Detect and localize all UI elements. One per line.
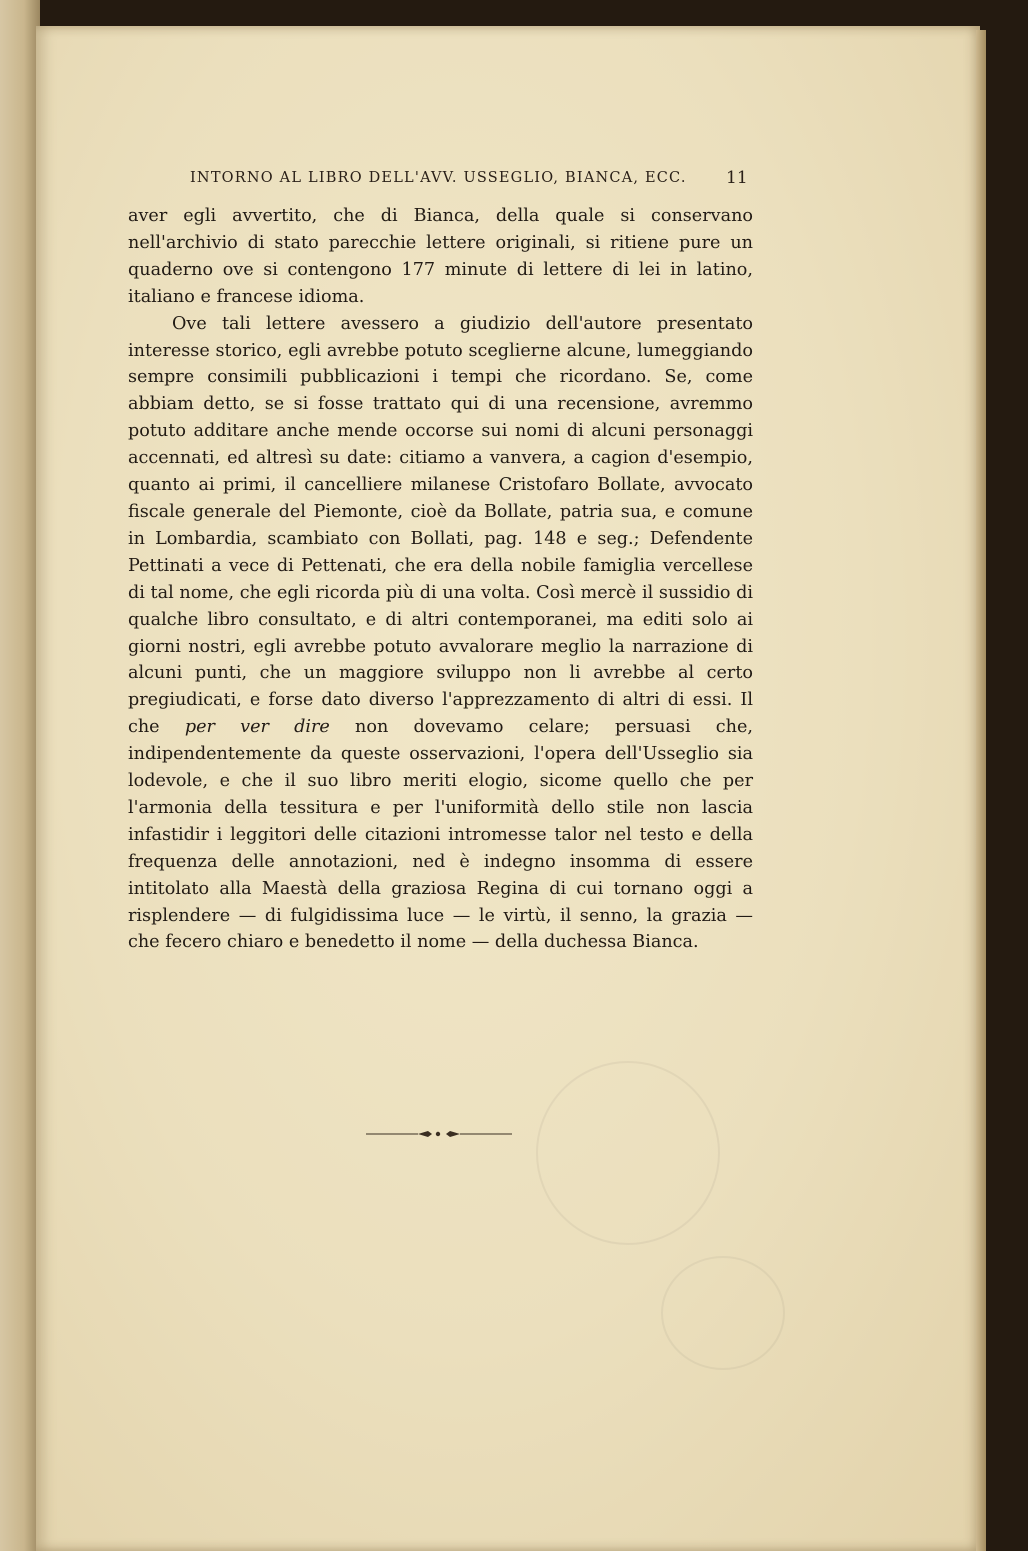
paragraph-2-part-a: Ove tali lettere avessero a giudizio dell'autore presentato interesse storico, egli avrebbe potuto sceglierne alcune, lumeggiando sempre consimili pubblicazioni i tempi che ricordano. Se, come abbiam detto, se si fosse trattato qui di una recensione, avremmo potuto additare anche mende occorse sui nomi di alcuni personaggi accennati, ed altresì su date: citiamo a vanvera, a cagion d'esempio, quanto ai primi, il cancelliere milanese Cristofaro Bollate, avvocato fiscale generale del Piemonte, cioè da Bollate, patria sua, e comune in Lombardia, scambiato con Bollati, pag. 148 e seg.; Defendente Pettinati a vece di Pettenati, che era della nobile famiglia vercellese di tal nome, che egli ricorda più di una volta. Così mercè il sussidio di qualche libro consultato, e di altri contemporanei, ma editi solo ai giorni nostri, egli avrebbe potuto avvalorare meglio la narrazione di alcuni punti, che un maggiore sviluppo non li avrebbe al certo pregiudicati, e forse dato diverso l'apprezzamento di altri di essi. Il che [128, 313, 753, 738]
left-page-edge [0, 0, 40, 1551]
running-header-title: INTORNO AL LIBRO DELL'AVV. USSEGLIO, BIANCA, ECC. [190, 170, 687, 186]
paragraph-1: aver egli avvertito, che di Bianca, della quale si conservano nell'archivio di stato parecchie lettere originali, si ritiene pure un quaderno ove si contengono 177 minute di lettere di lei in latino, italiano e francese idioma. [128, 206, 753, 307]
page-number: 11 [726, 168, 748, 188]
faded-circular-mark [661, 1256, 785, 1370]
italic-phrase: per ver dire [184, 717, 330, 738]
fleuron-divider-icon [366, 1126, 512, 1142]
faded-library-stamp [536, 1061, 720, 1245]
body-text [128, 203, 753, 956]
paragraph-2 [128, 311, 753, 957]
paragraph-2-part-b: non dovevamo celare; persuasi che, indipendentemente da queste osservazioni, l'opera dell'Usseglio sia lodevole, e che il suo libro meriti elogio, sicome quello che per l'armonia della tessitura e per l'uniformità dello stile non lascia infastidir i leggitori delle citazioni intromesse talor nel testo e della frequenza delle annotazioni, ned è indegno insomma di essere intitolato alla Maestà della graziosa Regina di cui tornano oggi a risplendere — di fulgidissima luce — le virtù, il senno, la grazia — che fecero chiaro e benedetto il nome — della duchessa Bianca. [128, 717, 753, 953]
right-page-edge [976, 30, 986, 1551]
